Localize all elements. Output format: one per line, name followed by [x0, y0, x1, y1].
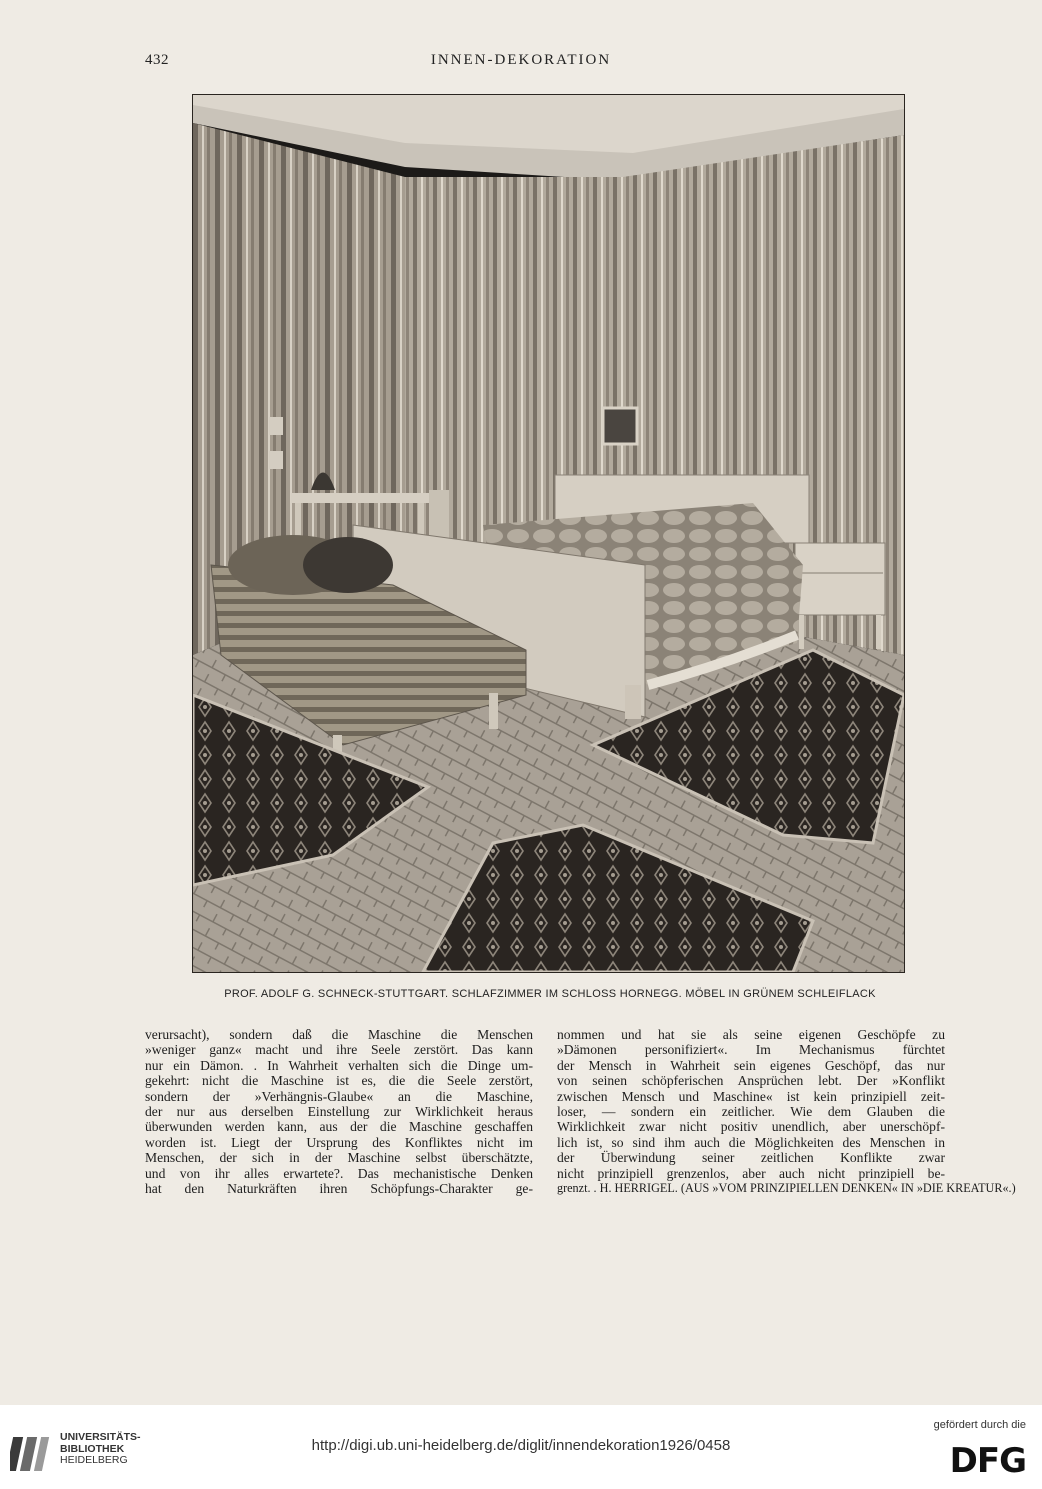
- text-line: worden ist. Liegt der Ursprung des Konfliktes nicht im: [145, 1134, 533, 1150]
- digital-library-footer: [0, 1405, 1042, 1489]
- text-column-right: [557, 1027, 1016, 1196]
- dfg-logo: DFG: [949, 1441, 1026, 1481]
- journal-title: INNEN-DEKORATION: [430, 52, 612, 68]
- text-line: der Mensch in Wahrheit sein eigenes Geschöpf, das nur: [557, 1057, 945, 1073]
- text-line: Menschen, der sich in der Maschine selbst überschätzte,: [145, 1150, 533, 1166]
- running-head: [0, 52, 1042, 72]
- text-line: sondern der »Verhängnis-Glaube« an die Maschine,: [145, 1088, 533, 1104]
- bedroom-photograph: [192, 94, 905, 973]
- text-line: der Überwindung seiner zeitlichen Konflikte zwar: [557, 1150, 945, 1166]
- permalink-url[interactable]: http://digi.ub.uni-heidelberg.de/diglit/innendekoration1926/0458: [311, 1437, 731, 1454]
- figure-caption: PROF. ADOLF G. SCHNECK-STUTTGART. SCHLAFZIMMER IM SCHLOSS HORNEGG. MÖBEL IN GRÜNEM SCHLEIFLACK: [224, 988, 876, 1000]
- text-line: nommen und hat sie als seine eigenen Geschöpfe zu: [557, 1027, 945, 1042]
- text-line: und von ihr alles erwartete?. Das mechanistische Denken: [145, 1165, 533, 1181]
- text-line: lich ist, so sind ihm auch die Möglichkeiten des Menschen in: [557, 1134, 945, 1150]
- text-line: von seinen schöpferischen Ansprüchen lebt. Der »Konflikt: [557, 1073, 945, 1089]
- text-line: Wirklichkeit zwar nicht positiv unendlich, aber unerschöpf-: [557, 1119, 945, 1135]
- text-line: nicht prinzipiell grenzenlos, aber auch nicht prinzipiell be-: [557, 1165, 945, 1181]
- text-line: gekehrt: nicht die Maschine ist es, die die Seele zerstört,: [145, 1073, 533, 1089]
- text-line: hat den Naturkräften ihren Schöpfungs-Charakter ge-: [145, 1180, 533, 1196]
- text-line: der nur aus derselben Einstellung zur Wirklichkeit heraus: [145, 1103, 533, 1119]
- bedroom-photo-illustration: [193, 95, 904, 972]
- text-line-attribution: grenzt. . H. HERRIGEL. (AUS »VOM PRINZIPIELLEN DENKEN« IN »DIE KREATUR«.): [557, 1180, 1016, 1195]
- library-name-line: HEIDELBERG: [60, 1454, 128, 1466]
- library-name-line: BIBLIOTHEK: [60, 1442, 125, 1455]
- text-line: loser, — sondern ein zeitlicher. Wie dem Glauben die: [557, 1103, 945, 1119]
- text-line: überwunden werden kann, aus der die Maschine geschaffen: [145, 1119, 533, 1135]
- library-name-line: UNIVERSITÄTS-: [60, 1431, 141, 1443]
- text-line: verursacht), sondern daß die Maschine die Menschen: [145, 1027, 533, 1042]
- text-column-left: [145, 1027, 533, 1196]
- page-number: 432: [145, 52, 169, 68]
- text-line: »weniger ganz« macht und ihre Seele zerstört. Das kann: [145, 1042, 533, 1058]
- text-line: zwischen Mensch und Maschine« ist kein prinzipiell zeit-: [557, 1088, 945, 1104]
- funding-note: gefördert durch die: [933, 1419, 1026, 1431]
- text-line: »Dämonen personifiziert«. Im Mechanismus fürchtet: [557, 1042, 945, 1058]
- text-line: nur ein Dämon. . In Wahrheit verhalten sich die Dinge um-: [145, 1057, 533, 1073]
